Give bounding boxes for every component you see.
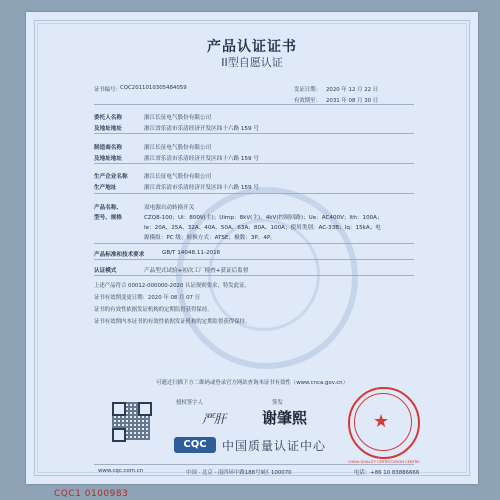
divider <box>94 104 414 105</box>
product-spec-line: Ie：20A、25A、32A、40A、50A、63A、80A、100A；使用类别：AC-33B；Iq：15kA；电 <box>144 225 381 231</box>
divider <box>94 163 414 164</box>
seal-star-icon: ★ <box>373 411 390 432</box>
maker-address-label: 及地址地址 <box>94 156 122 162</box>
applicant-address: 浙江省乐清市乐清经济开发区纬十六路 159 号 <box>144 126 259 132</box>
expiry-date: 2031 年 08 月 30 日 <box>326 98 379 104</box>
product-name: 双电源自动转换开关 <box>144 205 195 211</box>
factory-address: 浙江省乐清市乐清经济开发区纬十六路 159 号 <box>144 185 259 191</box>
factory-address-label: 生产地址 <box>94 185 117 191</box>
maker-name: 浙江长征电气股份有限公司 <box>144 145 212 151</box>
cert-no: CQC2011010305484059 <box>120 85 187 91</box>
issue-date: 2020 年 12 月 22 日 <box>326 87 379 93</box>
model-label: 型号、规格 <box>94 215 122 221</box>
maker-label: 制造商名称 <box>94 145 122 151</box>
standard-label: 产品标准和技术要求 <box>94 252 145 258</box>
verify-note: 可通过扫描下方二维码或登录官方网站查询本证书有效性（www.cnca.gov.cn） <box>156 380 348 386</box>
signature-signatory: 严肝 <box>202 412 227 426</box>
signatory-label: 授权签字人 <box>176 400 203 406</box>
divider <box>94 259 414 260</box>
note-line: 证书有效期内本证书的有效性依据发证机构的定期监督获得保持。 <box>94 319 251 325</box>
product-label: 产品名称、 <box>94 205 122 211</box>
signature-issuer: 谢肇熙 <box>262 409 308 427</box>
maker-address: 浙江省乐清市乐清经济开发区纬十六路 159 号 <box>144 156 259 162</box>
divider <box>94 133 414 134</box>
applicant-address-label: 及地址地址 <box>94 126 122 132</box>
certificate-subtitle: II型自愿认证 <box>221 56 283 69</box>
divider <box>94 243 414 244</box>
cqc-logo: CQC <box>174 437 216 453</box>
seal-text: CHINA QUALITY CERTIFICATION CENTRE <box>348 460 420 464</box>
divider <box>94 193 414 194</box>
certificate-paper <box>26 12 478 484</box>
expiry-label: 有效期至： <box>294 98 321 104</box>
serial-number: CQC1 0100983 <box>54 489 129 499</box>
note-line: 上述产品符合 00012-000000-2020 认证规则要求，特发此证。 <box>94 283 250 289</box>
qr-finder <box>112 428 126 442</box>
applicant-name: 浙江长征电气股份有限公司 <box>144 115 212 121</box>
factory-name: 浙江长征电气股份有限公司 <box>144 174 212 180</box>
cert-no-label: 证书编号： <box>94 87 121 93</box>
mode-value: 产品型式试验+初次工厂检查+获证后监督 <box>144 268 249 274</box>
qr-finder <box>138 402 152 416</box>
footer-divider <box>94 464 414 465</box>
footer-phone: 电话：+86 10 83886666 <box>354 470 420 476</box>
product-spec-line: 源模组：PC 级；转换方式：ATSE；极数：3P、4P。 <box>144 235 276 241</box>
issuing-center-name: 中国质量认证中心 <box>222 439 327 453</box>
note-line: 证书的有效性依据发证机构的定期监督获得保持。 <box>94 307 213 313</box>
issuer-label: 签发 <box>272 400 283 406</box>
qr-finder <box>112 402 126 416</box>
divider <box>94 275 414 276</box>
factory-label: 生产企业名称 <box>94 174 128 180</box>
standard-value: GB/T 14048.11-2016 <box>162 250 221 256</box>
note-line: 证书有效期变更日期：2020 年 08 月 07 日 <box>94 295 201 301</box>
issue-date-label: 发证日期： <box>294 87 321 93</box>
mode-label: 认证模式 <box>94 268 117 274</box>
applicant-label: 委托人名称 <box>94 115 122 121</box>
footer-address: 中国 · 北京 · 南四环中路188号9区 100070 <box>186 470 292 476</box>
product-spec-line: CZQ8-100；Ui：800V(主)；Uimp：8kV(主)、4kV(控制回路)；Ue：AC400V；Ith：100A； <box>144 215 383 221</box>
certificate-title: 产品认证证书 <box>207 39 297 55</box>
footer-website: www.cqc.com.cn <box>98 468 144 474</box>
